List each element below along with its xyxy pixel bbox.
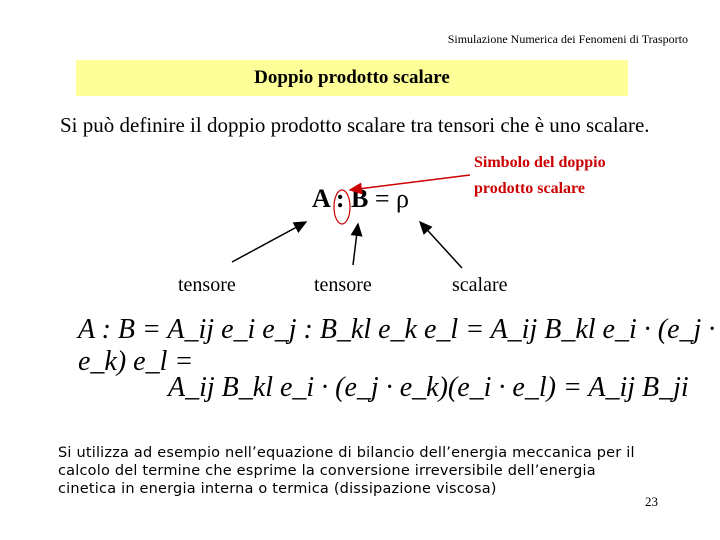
arrow-middle-tensor — [353, 224, 358, 265]
slide-title: Doppio prodotto scalare — [76, 60, 628, 96]
course-title: Simulazione Numerica dei Fenomeni di Trasporto — [447, 32, 688, 46]
equation-line-1: A : B = A_ij e_i e_j : B_kl e_k e_l = A_ij B_kl e_i · (e_j · e_k) e_l = — [78, 314, 716, 377]
equation-line-2: A_ij B_kl e_i · (e_j · e_k)(e_i · e_l) = A_ij B_ji — [168, 372, 689, 403]
arrow-scalar — [420, 222, 462, 268]
usage-note: Si utilizza ad esempio nell’equazione di bilancio dell’energia meccanica per il calcolo del termine che esprime la conversione irreversibile dell’energia cinetica in energia interna o termica (dissipazione viscosa) — [58, 445, 635, 497]
callout-arrow — [350, 175, 470, 190]
double-dot-highlight — [334, 190, 350, 224]
page-number: 23 — [645, 494, 658, 509]
formula-lhs: A : B — [312, 184, 369, 213]
label-scalar: scalare — [452, 274, 508, 296]
label-middle-tensor: tensore — [314, 274, 372, 296]
label-left-tensor: tensore — [178, 274, 236, 296]
callout-line-2: prodotto scalare — [474, 180, 585, 197]
callout-line-1: Simbolo del doppio — [474, 154, 606, 171]
arrow-left-tensor — [232, 222, 306, 262]
formula-rhs: = ρ — [368, 184, 409, 213]
intro-text: Si può definire il doppio prodotto scalare tra tensori che è uno scalare. — [60, 113, 650, 137]
